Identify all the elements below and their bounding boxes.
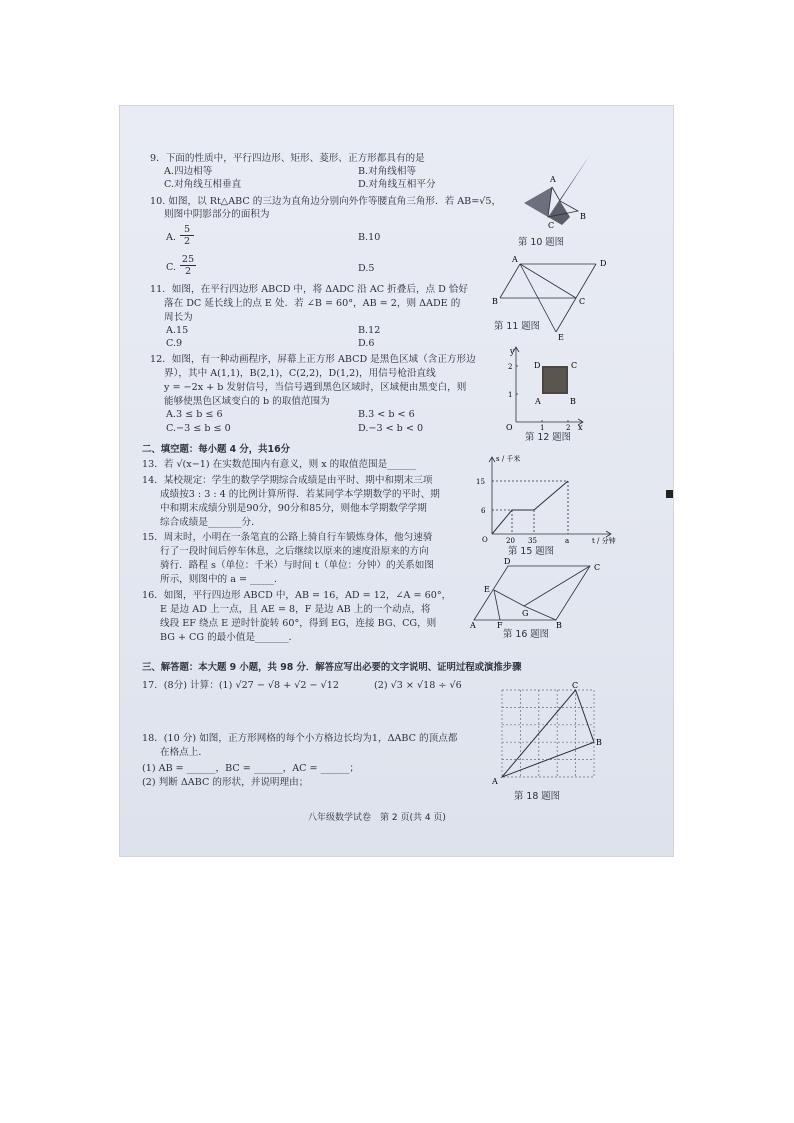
q11-option-d: D.6 (358, 338, 375, 349)
q15-figure (474, 452, 618, 544)
q10-label-a: A (550, 175, 556, 184)
q12-tick-x1: 1 (540, 424, 545, 430)
q10-shaded-triangle-2 (524, 187, 552, 217)
q15-line-1: 15．周末时，小明在一条笔直的公路上骑自行车锻炼身体，他匀速骑 (142, 532, 433, 543)
q15-origin: O (482, 536, 488, 544)
q10-option-b: B.10 (358, 232, 381, 243)
q10-stem-2: 则图中阴影部分的面积为 (164, 209, 270, 220)
q16-label-b: B (556, 621, 562, 628)
q16-line-3: 线段 EF 绕点 E 逆时针旋转 60°，得到 EG，连接 BG、CG，则 (160, 618, 437, 629)
q12-axis-x: x (578, 423, 583, 430)
q18-line-1: 18．(10 分) 如图，正方形网格的每个小方格边长均为1，ΔABC 的顶点都 (142, 733, 458, 744)
q18-line-2: 在格点上． (160, 747, 208, 758)
q16-caption: 第 16 题图 (503, 629, 550, 640)
q12-option-c: C.−3 ≤ b ≤ 0 (166, 423, 231, 434)
section-3-title: 三、解答题：本大题 9 小题，共 98 分．解答应写出必要的文字说明、证明过程或演推步骤 (142, 662, 522, 673)
q12-figure (504, 342, 586, 430)
q15-line-4: 所示，则图中的 a = _____． (160, 574, 284, 585)
q14-line-2: 成绩按3 : 3 : 4 的比例计算所得．若某同学本学期数学的平时、期 (160, 489, 440, 500)
q10-shaded-triangle-1 (548, 155, 590, 217)
q11-label-a: A (512, 255, 518, 264)
q10-figure (518, 151, 598, 231)
q18-line-4: (2) 判断 ΔABC 的形状，并说明理由； (142, 777, 309, 788)
q16-label-g: G (522, 609, 529, 618)
q15-tick-20: 20 (506, 537, 515, 544)
q11-label-b: B (492, 297, 498, 306)
q17-part-2: (2) √3 × √18 ÷ √6 (374, 680, 462, 691)
q10-caption: 第 10 题图 (518, 237, 565, 248)
q9-stem: 9．下面的性质中，平行四边形、矩形、菱形、正方形都具有的是 (150, 153, 425, 164)
exam-page (120, 106, 673, 856)
registration-mark (666, 490, 673, 498)
q10-stem-1: 10. 如图，以 Rt△ABC 的三边为直角边分别向外作等腰直角三角形．若 AB=√5， (150, 196, 502, 207)
q12-stem-3: y = −2x + b 发射信号，当信号遇到黑色区域时，区域便由黑变白，则 (164, 382, 467, 393)
q15-axis-s: s / 千米 (496, 455, 521, 463)
q16-line-1: 16．如图，平行四边形 ABCD 中，AB = 16，AD = 12，∠A = 60°， (142, 590, 452, 601)
q10-label-b: B (580, 212, 586, 221)
q9-option-a: A.四边相等 (164, 166, 213, 177)
q15-tick-35: 35 (528, 537, 537, 544)
q11-stem-3: 周长为 (164, 312, 193, 323)
q10-option-a-label: A. (166, 232, 176, 243)
q16-label-f: F (497, 621, 503, 628)
q10-option-c-fraction: $\frac{25}{2}$ (181, 254, 195, 277)
q12-axis-y: y (510, 347, 515, 356)
q12-option-b: B.3 < b < 6 (358, 409, 415, 420)
q15-caption: 第 15 题图 (508, 546, 555, 557)
q18-label-b: B (596, 738, 602, 747)
q16-line-2: E 是边 AD 上一点，且 AE = 8，F 是边 AB 上的一个动点，将 (160, 604, 431, 615)
q11-label-e: E (558, 333, 564, 340)
q12-option-d: D.−3 < b < 0 (358, 423, 424, 434)
q11-option-b: B.12 (358, 325, 381, 336)
q11-option-a: A.15 (166, 325, 189, 336)
q18-label-c: C (572, 682, 579, 690)
q12-stem-1: 12．如图，有一种动画程序，屏幕上正方形 ABCD 是黑色区域（含正方形边 (150, 354, 476, 365)
q15-tick-a: a (565, 537, 570, 544)
q15-tick-15: 15 (476, 478, 485, 486)
q10-option-d: D.5 (358, 263, 375, 274)
q12-tick-y2: 2 (508, 363, 513, 371)
q16-label-d: D (504, 558, 511, 566)
q9-option-b: B.对角线相等 (358, 166, 417, 177)
q11-stem-1: 11．如图，在平行四边形 ABCD 中，将 ΔADC 沿 AC 折叠后，点 D 恰好 (150, 284, 469, 295)
q12-label-a: A (535, 397, 541, 406)
q11-label-d: D (600, 259, 607, 268)
q12-stem-2: 界），其中 A(1,1)，B(2,1)，C(2,2)，D(1,2)，用信号枪沿直线 (164, 368, 436, 379)
q10-option-c-label: C. (166, 262, 177, 273)
q15-line-3: 骑行．路程 s（单位：千米）与时间 t（单位：分钟）的关系如图 (160, 560, 434, 571)
q11-caption: 第 11 题图 (494, 321, 541, 332)
q14-line-4: 综合成绩是_______分． (160, 517, 261, 528)
q12-option-a: A.3 ≤ b ≤ 6 (166, 409, 223, 420)
q12-label-b: B (570, 397, 576, 406)
q16-label-e: E (484, 585, 490, 594)
q12-label-d: D (534, 361, 541, 370)
q9-option-c: C.对角线互相垂直 (164, 179, 242, 190)
q10-label-c: C (548, 221, 555, 230)
q18-figure (488, 682, 604, 786)
q12-tick-y1: 1 (508, 391, 513, 399)
q12-caption: 第 12 题图 (525, 432, 572, 443)
q11-option-c: C.9 (166, 338, 183, 349)
q12-origin: O (506, 423, 513, 430)
q18-line-3: (1) AB = ______，BC = ______，AC = ______； (142, 763, 359, 774)
q9-option-d: D.对角线互相平分 (358, 179, 436, 190)
q15-axis-t: t / 分钟 (592, 537, 616, 544)
q18-caption: 第 18 题图 (514, 791, 561, 802)
q15-line-2: 行了一段时间后停车休息，之后继续以原来的速度沿原来的方向 (160, 546, 429, 557)
q15-tick-6: 6 (481, 507, 486, 515)
q14-line-1: 14．某校规定：学生的数学学期综合成绩是由平时、期中和期末三项 (142, 475, 433, 486)
q17-part-1: 17．(8分) 计算：(1) √27 − √8 + √2 − √12 (142, 680, 339, 691)
q12-stem-4: 能够使黑色区域变白的 b 的取值范围为 (164, 396, 330, 407)
q11-stem-2: 落在 DC 延长线上的点 E 处．若 ∠B = 60°，AB = 2，则 ΔADE 的 (164, 298, 461, 309)
section-2-title: 二、填空题：每小题 4 分，共16分 (142, 444, 290, 455)
q14-line-3: 中和期末成绩分别是90分，90分和85分，则他本学期数学学期 (160, 503, 427, 514)
q12-label-c: C (571, 361, 578, 370)
q16-figure (470, 558, 610, 628)
q10-option-a-fraction: $\frac{5}{2}$ (180, 224, 194, 247)
q18-triangle (502, 690, 594, 777)
q13-text: 13．若 √(x−1) 在实数范围内有意义，则 x 的取值范围是______ (142, 459, 417, 470)
page-footer: 八年级数学试卷 第 2 页(共 4 页) (308, 813, 446, 823)
q12-tick-x2: 2 (566, 424, 571, 430)
q16-line-4: BG + CG 的最小值是_______． (160, 632, 299, 643)
q16-label-a: A (470, 621, 476, 628)
q16-label-c: C (594, 563, 601, 572)
q18-label-a: A (492, 777, 498, 786)
q11-label-c: C (579, 297, 586, 306)
